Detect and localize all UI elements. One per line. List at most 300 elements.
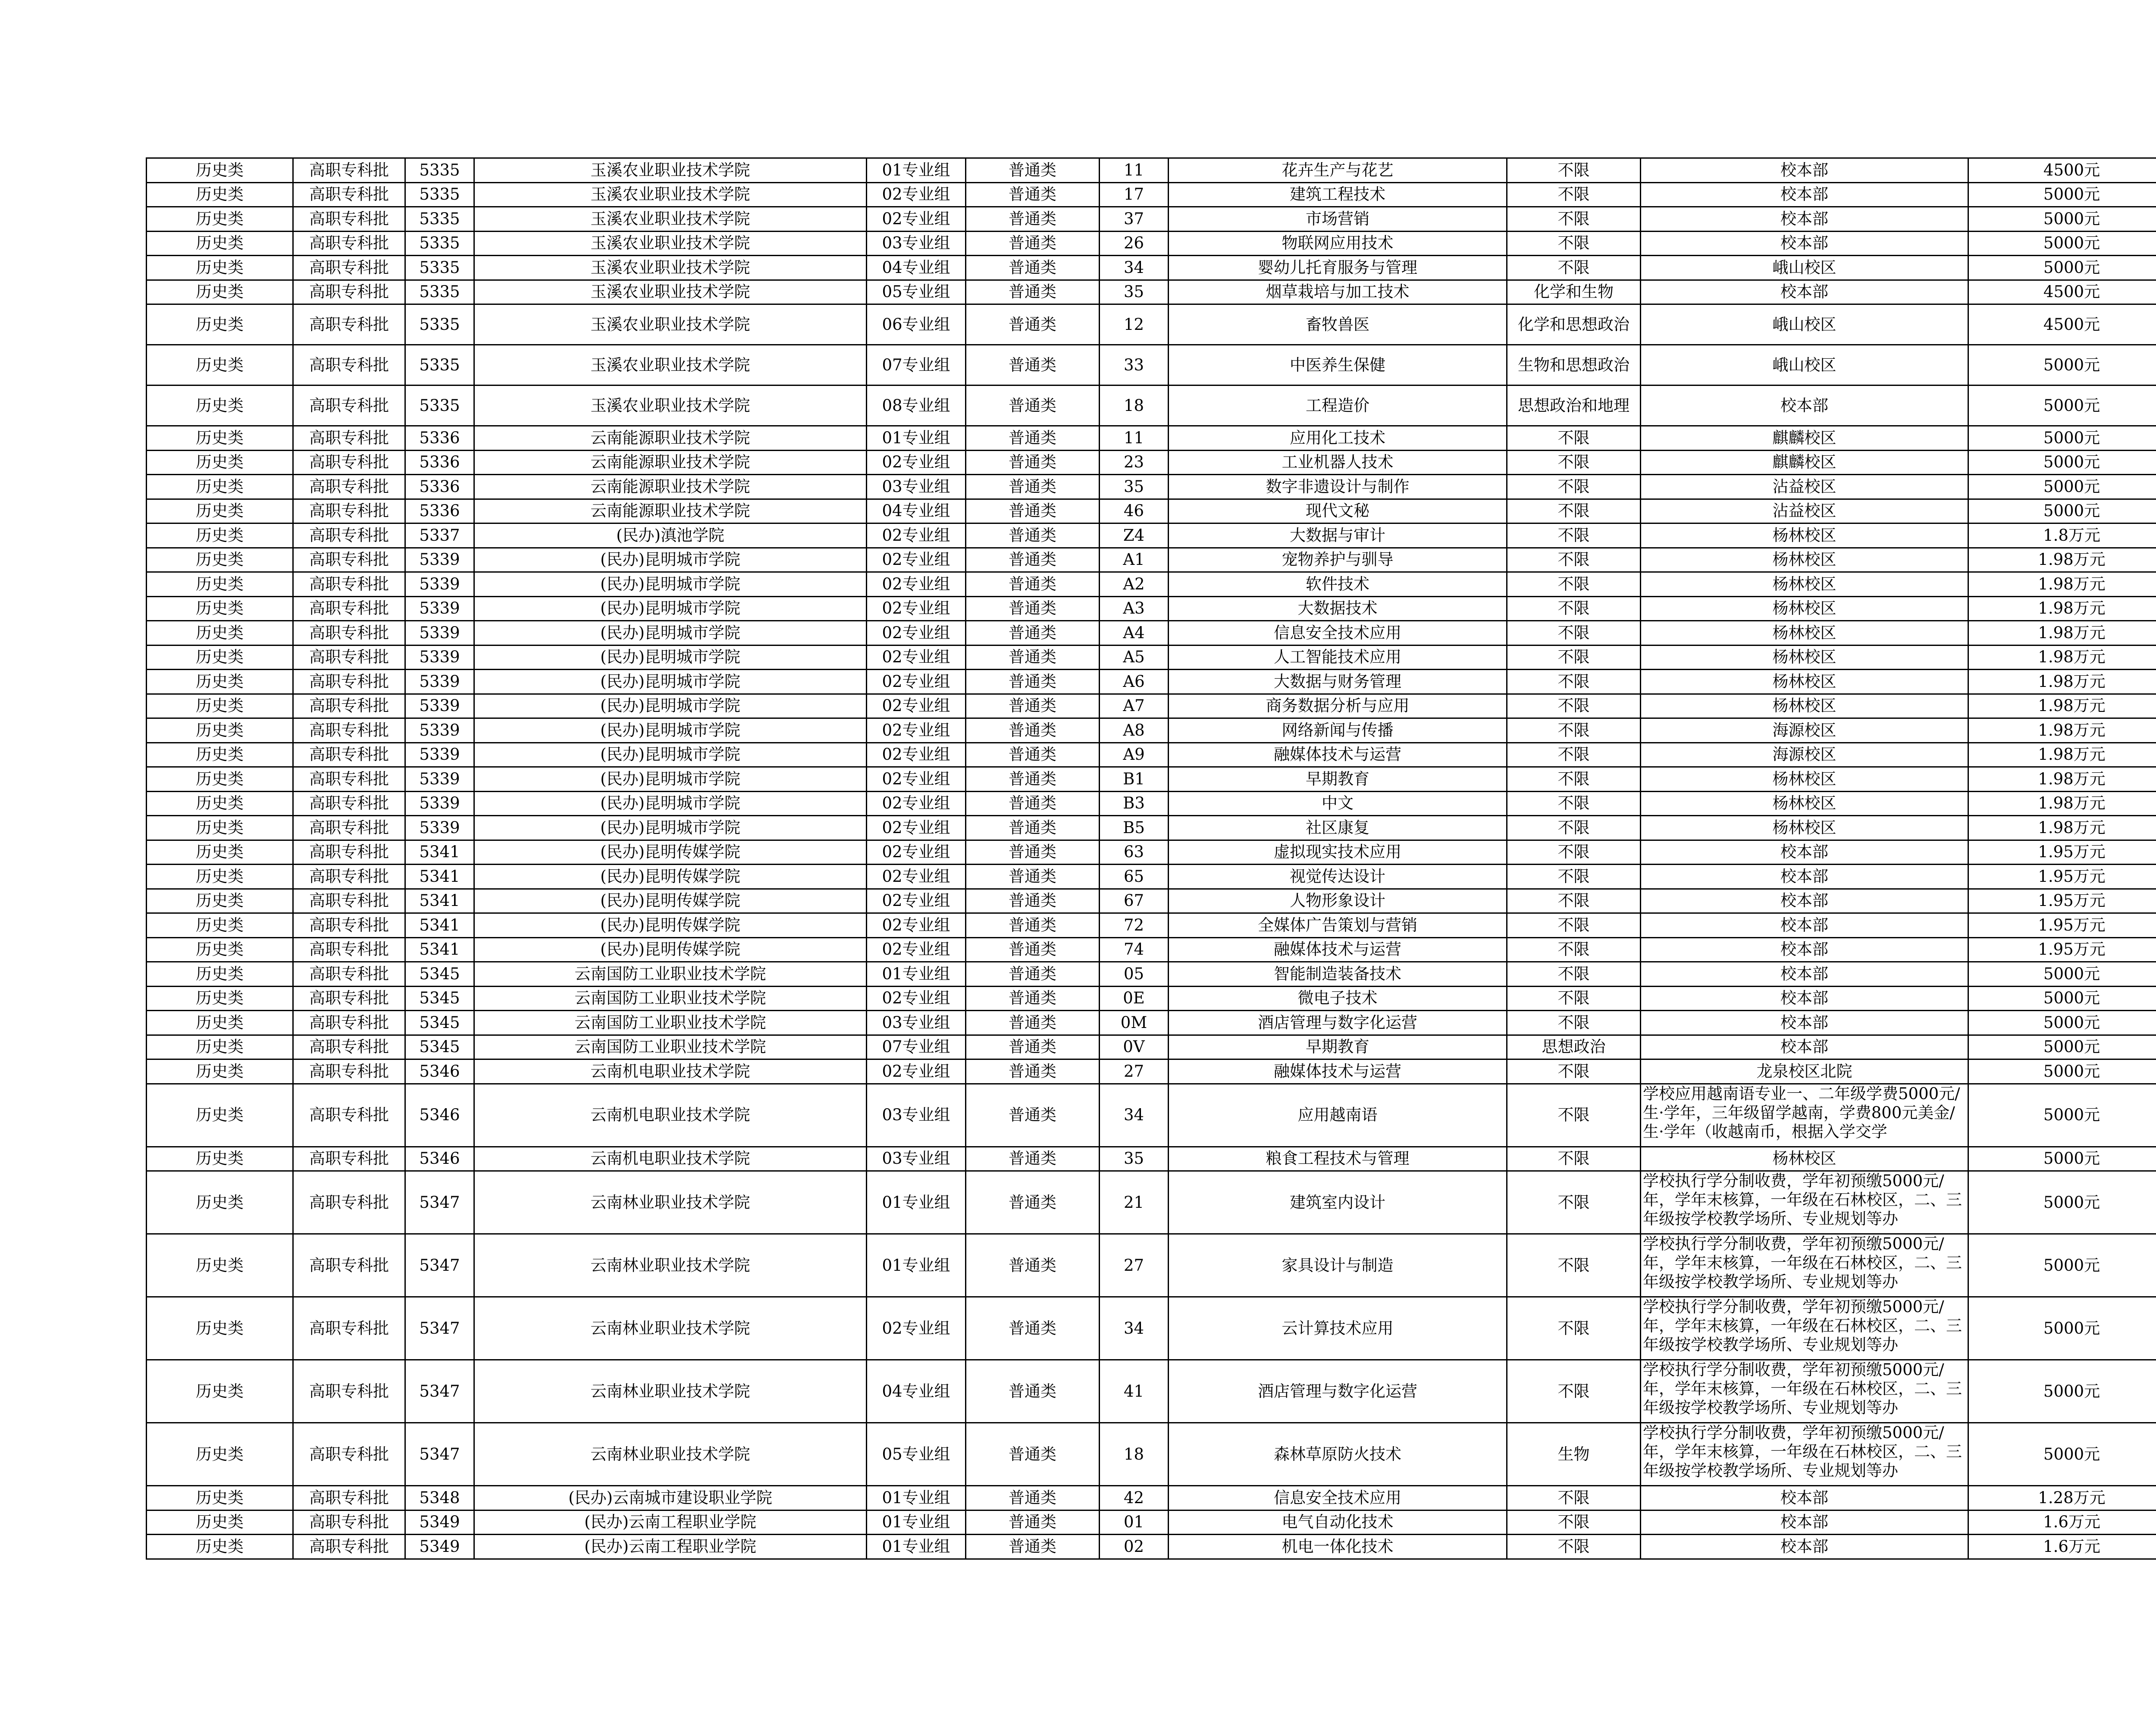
cell-school-code: 5339: [405, 670, 474, 694]
cell-major-code: 11: [1100, 426, 1169, 451]
cell-tuition: 1.98万元: [1968, 572, 2156, 597]
cell-campus-or-note: 校本部: [1641, 962, 1968, 987]
cell-batch: 高职专科批: [293, 937, 405, 962]
cell-campus-or-note: 杨林校区: [1641, 548, 1968, 572]
cell-tuition: 5000元: [1968, 986, 2156, 1011]
cell-major-name: 粮食工程技术与管理: [1169, 1147, 1507, 1171]
cell-subject-category: 历史类: [147, 475, 293, 499]
cell-school-code: 5339: [405, 645, 474, 670]
cell-batch: 高职专科批: [293, 1486, 405, 1510]
cell-plan-type: 普通类: [966, 694, 1100, 718]
cell-tuition: 5000元: [1968, 1297, 2156, 1360]
cell-batch: 高职专科批: [293, 1535, 405, 1559]
table-row: [147, 385, 2156, 426]
cell-school-name: 玉溪农业职业技术学院: [474, 304, 867, 345]
cell-plan-type: 普通类: [966, 645, 1100, 670]
cell-subject-requirement: 不限: [1507, 523, 1641, 548]
cell-tuition: 1.6万元: [1968, 1510, 2156, 1535]
cell-school-name: 云南能源职业技术学院: [474, 426, 867, 451]
cell-campus-or-note: 校本部: [1641, 231, 1968, 256]
cell-major-group: 03专业组: [867, 1011, 966, 1035]
cell-school-code: 5347: [405, 1297, 474, 1360]
cell-major-code: 27: [1100, 1234, 1169, 1297]
cell-batch: 高职专科批: [293, 816, 405, 840]
cell-tuition: 1.8万元: [1968, 523, 2156, 548]
cell-tuition: 5000元: [1968, 962, 2156, 987]
cell-school-code: 5339: [405, 694, 474, 718]
cell-subject-requirement: 不限: [1507, 986, 1641, 1011]
cell-tuition: 1.95万元: [1968, 840, 2156, 865]
cell-campus-or-note: 校本部: [1641, 1486, 1968, 1510]
cell-school-name: 云南机电职业技术学院: [474, 1147, 867, 1171]
cell-school-name: (民办)昆明传媒学院: [474, 889, 867, 913]
cell-batch: 高职专科批: [293, 645, 405, 670]
cell-subject-requirement: 不限: [1507, 596, 1641, 621]
cell-major-name: 早期教育: [1169, 1035, 1507, 1059]
cell-subject-requirement: 不限: [1507, 889, 1641, 913]
table-row: [147, 426, 2156, 451]
cell-school-name: 云南国防工业职业技术学院: [474, 1011, 867, 1035]
cell-plan-type: 普通类: [966, 385, 1100, 426]
cell-subject-requirement: 不限: [1507, 1059, 1641, 1084]
cell-subject-requirement: 思想政治和地理: [1507, 385, 1641, 426]
cell-batch: 高职专科批: [293, 1035, 405, 1059]
cell-plan-type: 普通类: [966, 1234, 1100, 1297]
cell-subject-category: 历史类: [147, 840, 293, 865]
cell-major-name: 智能制造装备技术: [1169, 962, 1507, 987]
cell-campus-or-note: 校本部: [1641, 280, 1968, 304]
cell-subject-requirement: 不限: [1507, 1360, 1641, 1423]
cell-subject-requirement: 不限: [1507, 1535, 1641, 1559]
cell-subject-category: 历史类: [147, 1147, 293, 1171]
table-row: [147, 231, 2156, 256]
cell-major-code: A7: [1100, 694, 1169, 718]
cell-plan-type: 普通类: [966, 523, 1100, 548]
cell-plan-type: 普通类: [966, 718, 1100, 743]
cell-campus-or-note: 校本部: [1641, 865, 1968, 889]
cell-batch: 高职专科批: [293, 1059, 405, 1084]
cell-campus-or-note: 峨山校区: [1641, 304, 1968, 345]
cell-subject-requirement: 不限: [1507, 1297, 1641, 1360]
cell-subject-category: 历史类: [147, 743, 293, 767]
cell-plan-type: 普通类: [966, 962, 1100, 987]
cell-major-group: 02专业组: [867, 596, 966, 621]
cell-tuition: 1.6万元: [1968, 1535, 2156, 1559]
cell-batch: 高职专科批: [293, 1011, 405, 1035]
cell-subject-requirement: 不限: [1507, 231, 1641, 256]
table-row: [147, 621, 2156, 646]
cell-tuition: 5000元: [1968, 475, 2156, 499]
cell-batch: 高职专科批: [293, 913, 405, 938]
cell-tuition: 1.98万元: [1968, 791, 2156, 816]
cell-subject-requirement: 化学和思想政治: [1507, 304, 1641, 345]
cell-major-name: 融媒体技术与运营: [1169, 937, 1507, 962]
cell-batch: 高职专科批: [293, 207, 405, 232]
cell-plan-type: 普通类: [966, 816, 1100, 840]
table-row: [147, 816, 2156, 840]
cell-tuition: 4500元: [1968, 304, 2156, 345]
cell-major-code: 42: [1100, 1486, 1169, 1510]
cell-campus-or-note: 杨林校区: [1641, 816, 1968, 840]
cell-tuition: 1.98万元: [1968, 645, 2156, 670]
cell-plan-type: 普通类: [966, 1423, 1100, 1486]
cell-major-group: 02专业组: [867, 645, 966, 670]
cell-major-name: 网络新闻与传播: [1169, 718, 1507, 743]
cell-major-code: A2: [1100, 572, 1169, 597]
cell-major-name: 早期教育: [1169, 767, 1507, 792]
cell-major-name: 建筑工程技术: [1169, 182, 1507, 207]
cell-major-code: 35: [1100, 475, 1169, 499]
cell-major-code: 0M: [1100, 1011, 1169, 1035]
cell-school-code: 5335: [405, 280, 474, 304]
cell-tuition: 1.28万元: [1968, 1486, 2156, 1510]
cell-school-code: 5339: [405, 548, 474, 572]
cell-major-group: 02专业组: [867, 937, 966, 962]
cell-plan-type: 普通类: [966, 426, 1100, 451]
cell-tuition: 5000元: [1968, 1011, 2156, 1035]
table-row: [147, 670, 2156, 694]
cell-tuition: 5000元: [1968, 1035, 2156, 1059]
cell-batch: 高职专科批: [293, 1234, 405, 1297]
table-row: [147, 1147, 2156, 1171]
table-row: [147, 304, 2156, 345]
cell-subject-requirement: 思想政治: [1507, 1035, 1641, 1059]
table-row: [147, 1171, 2156, 1234]
cell-major-name: 软件技术: [1169, 572, 1507, 597]
table-row: [147, 1035, 2156, 1059]
cell-major-group: 05专业组: [867, 1423, 966, 1486]
cell-major-code: 34: [1100, 1297, 1169, 1360]
cell-campus-or-note: 杨林校区: [1641, 572, 1968, 597]
cell-school-code: 5348: [405, 1486, 474, 1510]
cell-batch: 高职专科批: [293, 231, 405, 256]
cell-batch: 高职专科批: [293, 426, 405, 451]
cell-campus-or-note: 校本部: [1641, 1011, 1968, 1035]
cell-campus-or-note: 杨林校区: [1641, 523, 1968, 548]
cell-major-name: 中医养生保健: [1169, 345, 1507, 385]
cell-subject-requirement: 不限: [1507, 182, 1641, 207]
cell-campus-or-note: 校本部: [1641, 158, 1968, 183]
cell-plan-type: 普通类: [966, 207, 1100, 232]
cell-campus-or-note: 杨林校区: [1641, 694, 1968, 718]
cell-batch: 高职专科批: [293, 962, 405, 987]
campus-note-text: 学校执行学分制收费，学年初预缴5000元/年，学年末核算，一年级在石林校区，二、三年级按学校教学场所、专业规划等办: [1643, 1423, 1962, 1480]
cell-subject-category: 历史类: [147, 865, 293, 889]
cell-subject-requirement: 不限: [1507, 499, 1641, 523]
table-row: [147, 1535, 2156, 1559]
cell-major-code: A8: [1100, 718, 1169, 743]
cell-campus-or-note: 校本部: [1641, 1035, 1968, 1059]
cell-plan-type: 普通类: [966, 1011, 1100, 1035]
cell-plan-type: 普通类: [966, 1171, 1100, 1234]
cell-school-name: 云南机电职业技术学院: [474, 1084, 867, 1147]
cell-school-name: (民办)昆明城市学院: [474, 767, 867, 792]
cell-school-code: 5339: [405, 572, 474, 597]
table-row: [147, 1486, 2156, 1510]
cell-school-name: 云南林业职业技术学院: [474, 1234, 867, 1297]
cell-major-name: 机电一体化技术: [1169, 1535, 1507, 1559]
cell-subject-requirement: 不限: [1507, 426, 1641, 451]
cell-school-name: 云南林业职业技术学院: [474, 1423, 867, 1486]
table-row: [147, 158, 2156, 183]
cell-school-name: 云南能源职业技术学院: [474, 475, 867, 499]
table-row: [147, 499, 2156, 523]
cell-batch: 高职专科批: [293, 865, 405, 889]
table-row: [147, 1059, 2156, 1084]
cell-school-code: 5336: [405, 450, 474, 475]
cell-subject-requirement: 不限: [1507, 840, 1641, 865]
cell-campus-or-note: 海源校区: [1641, 743, 1968, 767]
cell-tuition: 1.95万元: [1968, 913, 2156, 938]
cell-major-group: 02专业组: [867, 450, 966, 475]
cell-subject-requirement: 不限: [1507, 791, 1641, 816]
cell-major-code: 05: [1100, 962, 1169, 987]
cell-school-name: (民办)昆明城市学院: [474, 596, 867, 621]
cell-major-code: 02: [1100, 1535, 1169, 1559]
cell-batch: 高职专科批: [293, 621, 405, 646]
cell-major-group: 01专业组: [867, 1510, 966, 1535]
table-row: [147, 1234, 2156, 1297]
cell-tuition: 5000元: [1968, 1360, 2156, 1423]
cell-plan-type: 普通类: [966, 840, 1100, 865]
cell-plan-type: 普通类: [966, 743, 1100, 767]
cell-plan-type: 普通类: [966, 889, 1100, 913]
table-row: [147, 1297, 2156, 1360]
cell-subject-requirement: 不限: [1507, 207, 1641, 232]
cell-tuition: 5000元: [1968, 256, 2156, 280]
table-row: [147, 523, 2156, 548]
cell-major-code: 18: [1100, 1423, 1169, 1486]
cell-subject-category: 历史类: [147, 596, 293, 621]
cell-subject-requirement: 不限: [1507, 1486, 1641, 1510]
cell-major-name: 电气自动化技术: [1169, 1510, 1507, 1535]
table-row: [147, 986, 2156, 1011]
cell-campus-or-note: 沾益校区: [1641, 475, 1968, 499]
cell-major-group: 02专业组: [867, 207, 966, 232]
cell-major-code: 37: [1100, 207, 1169, 232]
cell-school-code: 5346: [405, 1084, 474, 1147]
cell-school-name: 云南国防工业职业技术学院: [474, 962, 867, 987]
cell-major-name: 融媒体技术与运营: [1169, 1059, 1507, 1084]
cell-subject-requirement: 不限: [1507, 572, 1641, 597]
cell-school-code: 5339: [405, 743, 474, 767]
cell-batch: 高职专科批: [293, 256, 405, 280]
cell-school-name: 云南林业职业技术学院: [474, 1171, 867, 1234]
cell-tuition: 1.98万元: [1968, 596, 2156, 621]
cell-plan-type: 普通类: [966, 767, 1100, 792]
cell-school-code: 5339: [405, 791, 474, 816]
cell-tuition: 5000元: [1968, 385, 2156, 426]
cell-batch: 高职专科批: [293, 718, 405, 743]
table-row: [147, 1423, 2156, 1486]
cell-subject-category: 历史类: [147, 718, 293, 743]
cell-subject-category: 历史类: [147, 816, 293, 840]
cell-plan-type: 普通类: [966, 621, 1100, 646]
cell-subject-category: 历史类: [147, 937, 293, 962]
cell-plan-type: 普通类: [966, 499, 1100, 523]
cell-school-code: 5335: [405, 231, 474, 256]
cell-school-code: 5347: [405, 1360, 474, 1423]
cell-school-code: 5347: [405, 1234, 474, 1297]
cell-school-code: 5345: [405, 1035, 474, 1059]
cell-major-name: 酒店管理与数字化运营: [1169, 1011, 1507, 1035]
campus-note-text: 学校执行学分制收费，学年初预缴5000元/年，学年末核算，一年级在石林校区，二、三年级按学校教学场所、专业规划等办: [1643, 1235, 1962, 1291]
cell-subject-category: 历史类: [147, 231, 293, 256]
cell-subject-category: 历史类: [147, 548, 293, 572]
cell-major-group: 02专业组: [867, 767, 966, 792]
cell-plan-type: 普通类: [966, 475, 1100, 499]
cell-school-code: 5349: [405, 1510, 474, 1535]
cell-plan-type: 普通类: [966, 1035, 1100, 1059]
table-row: [147, 767, 2156, 792]
cell-major-code: 27: [1100, 1059, 1169, 1084]
table-row: [147, 645, 2156, 670]
cell-subject-requirement: 不限: [1507, 256, 1641, 280]
cell-school-name: (民办)昆明城市学院: [474, 645, 867, 670]
cell-school-code: 5335: [405, 158, 474, 183]
cell-school-code: 5339: [405, 767, 474, 792]
cell-plan-type: 普通类: [966, 182, 1100, 207]
cell-school-name: 玉溪农业职业技术学院: [474, 280, 867, 304]
cell-school-name: 云南机电职业技术学院: [474, 1059, 867, 1084]
cell-subject-category: 历史类: [147, 182, 293, 207]
cell-batch: 高职专科批: [293, 1084, 405, 1147]
cell-major-code: 26: [1100, 231, 1169, 256]
cell-school-name: (民办)昆明传媒学院: [474, 865, 867, 889]
cell-campus-or-note: 杨林校区: [1641, 596, 1968, 621]
cell-subject-category: 历史类: [147, 694, 293, 718]
cell-major-name: 信息安全技术应用: [1169, 1486, 1507, 1510]
cell-subject-category: 历史类: [147, 1035, 293, 1059]
cell-plan-type: 普通类: [966, 791, 1100, 816]
cell-tuition: 5000元: [1968, 1234, 2156, 1297]
cell-subject-requirement: 不限: [1507, 1234, 1641, 1297]
cell-subject-category: 历史类: [147, 523, 293, 548]
cell-major-code: B5: [1100, 816, 1169, 840]
table-row: [147, 1011, 2156, 1035]
cell-major-code: 0E: [1100, 986, 1169, 1011]
cell-school-name: (民办)昆明传媒学院: [474, 840, 867, 865]
cell-major-group: 02专业组: [867, 621, 966, 646]
cell-tuition: 1.98万元: [1968, 670, 2156, 694]
cell-subject-requirement: 不限: [1507, 1011, 1641, 1035]
cell-plan-type: 普通类: [966, 937, 1100, 962]
table-row: [147, 450, 2156, 475]
cell-school-name: (民办)昆明城市学院: [474, 694, 867, 718]
cell-school-name: (民办)云南工程职业学院: [474, 1510, 867, 1535]
cell-subject-category: 历史类: [147, 913, 293, 938]
cell-campus-or-note: 沾益校区: [1641, 499, 1968, 523]
cell-plan-type: 普通类: [966, 1535, 1100, 1559]
cell-major-name: 全媒体广告策划与营销: [1169, 913, 1507, 938]
cell-tuition: 4500元: [1968, 158, 2156, 183]
cell-major-code: A1: [1100, 548, 1169, 572]
cell-major-group: 02专业组: [867, 865, 966, 889]
cell-campus-or-note: [1641, 1423, 1968, 1486]
cell-major-code: Z4: [1100, 523, 1169, 548]
cell-tuition: 1.95万元: [1968, 889, 2156, 913]
cell-major-group: 03专业组: [867, 475, 966, 499]
cell-major-group: 05专业组: [867, 280, 966, 304]
cell-batch: 高职专科批: [293, 182, 405, 207]
table-row: [147, 345, 2156, 385]
cell-batch: 高职专科批: [293, 450, 405, 475]
cell-campus-or-note: 校本部: [1641, 913, 1968, 938]
cell-school-code: 5341: [405, 840, 474, 865]
cell-major-group: 02专业组: [867, 182, 966, 207]
cell-campus-or-note: 杨林校区: [1641, 621, 1968, 646]
cell-major-group: 02专业组: [867, 694, 966, 718]
cell-major-code: 0V: [1100, 1035, 1169, 1059]
cell-major-group: 02专业组: [867, 1297, 966, 1360]
cell-major-name: 大数据与审计: [1169, 523, 1507, 548]
cell-batch: 高职专科批: [293, 345, 405, 385]
cell-subject-requirement: 不限: [1507, 1510, 1641, 1535]
cell-major-group: 03专业组: [867, 231, 966, 256]
table-row: [147, 791, 2156, 816]
cell-subject-category: 历史类: [147, 280, 293, 304]
table-row: [147, 743, 2156, 767]
cell-school-code: 5336: [405, 475, 474, 499]
cell-school-name: 云南林业职业技术学院: [474, 1297, 867, 1360]
cell-subject-requirement: 不限: [1507, 548, 1641, 572]
cell-school-code: 5336: [405, 499, 474, 523]
cell-subject-requirement: 不限: [1507, 913, 1641, 938]
table-row: [147, 280, 2156, 304]
cell-plan-type: 普通类: [966, 548, 1100, 572]
cell-school-code: 5341: [405, 937, 474, 962]
cell-plan-type: 普通类: [966, 1486, 1100, 1510]
cell-subject-category: 历史类: [147, 158, 293, 183]
cell-school-code: 5339: [405, 596, 474, 621]
cell-tuition: 1.98万元: [1968, 718, 2156, 743]
cell-subject-category: 历史类: [147, 1011, 293, 1035]
cell-major-group: 01专业组: [867, 426, 966, 451]
cell-subject-requirement: 不限: [1507, 645, 1641, 670]
cell-school-code: 5341: [405, 889, 474, 913]
cell-subject-requirement: 生物: [1507, 1423, 1641, 1486]
cell-subject-category: 历史类: [147, 572, 293, 597]
cell-subject-requirement: 不限: [1507, 158, 1641, 183]
campus-note-text: 学校应用越南语专业一、二年级学费5000元/生·学年，三年级留学越南，学费800元美金/生·学年（收越南币，根据入学交学: [1643, 1084, 1960, 1141]
cell-subject-requirement: 不限: [1507, 450, 1641, 475]
cell-subject-category: 历史类: [147, 962, 293, 987]
table-row: [147, 865, 2156, 889]
cell-campus-or-note: [1641, 1234, 1968, 1297]
cell-major-name: 虚拟现实技术应用: [1169, 840, 1507, 865]
cell-major-code: 34: [1100, 256, 1169, 280]
cell-school-name: (民办)滇池学院: [474, 523, 867, 548]
cell-major-name: 应用化工技术: [1169, 426, 1507, 451]
cell-subject-category: 历史类: [147, 670, 293, 694]
cell-plan-type: 普通类: [966, 231, 1100, 256]
cell-school-name: 玉溪农业职业技术学院: [474, 345, 867, 385]
cell-school-name: (民办)昆明城市学院: [474, 718, 867, 743]
cell-school-name: 玉溪农业职业技术学院: [474, 385, 867, 426]
cell-major-code: 65: [1100, 865, 1169, 889]
cell-major-name: 云计算技术应用: [1169, 1297, 1507, 1360]
cell-major-code: 17: [1100, 182, 1169, 207]
cell-school-name: (民办)昆明城市学院: [474, 816, 867, 840]
cell-campus-or-note: 校本部: [1641, 385, 1968, 426]
cell-batch: 高职专科批: [293, 889, 405, 913]
cell-school-code: 5337: [405, 523, 474, 548]
cell-major-group: 03专业组: [867, 1084, 966, 1147]
cell-school-code: 5335: [405, 385, 474, 426]
cell-school-code: 5341: [405, 913, 474, 938]
cell-campus-or-note: 校本部: [1641, 889, 1968, 913]
cell-major-group: 04专业组: [867, 256, 966, 280]
